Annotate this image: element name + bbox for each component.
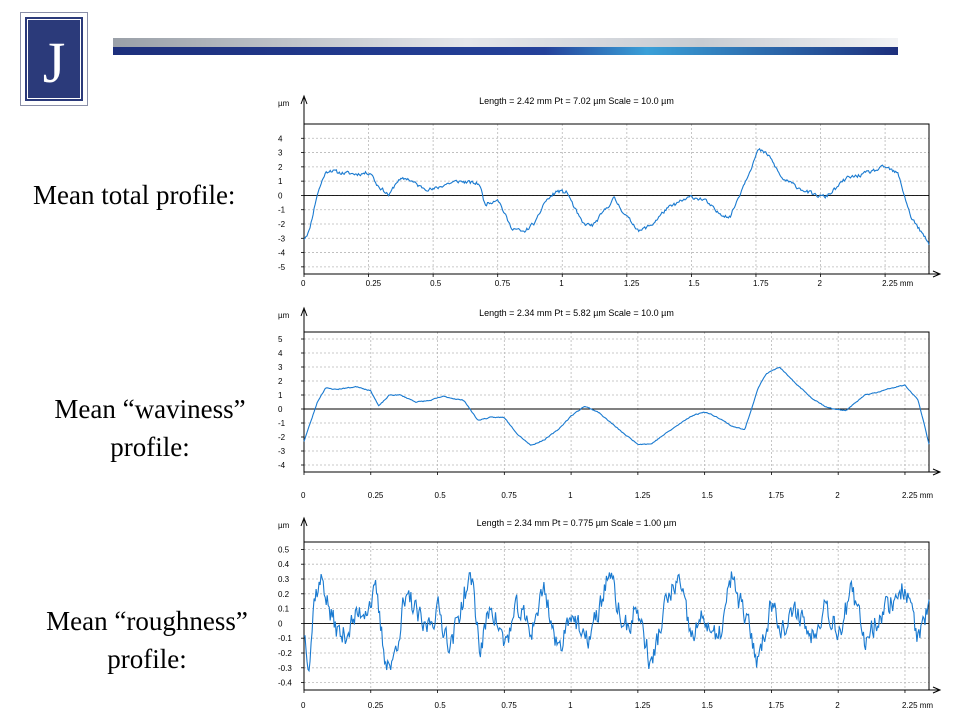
caption-waviness-line-1: Mean “waviness” [54, 394, 246, 424]
chart1-y-tick-label: 1 [278, 391, 283, 400]
chart2-profile-line [304, 572, 929, 671]
chart0-x-tick-label: 1.25 [623, 279, 640, 288]
chart2-x-tick-label: 0.5 [434, 701, 446, 710]
chart2-y-tick-label: -0.3 [278, 663, 292, 673]
chart0-y-tick-label: -1 [278, 205, 286, 215]
chart2-x-tick-label: 2.25 mm [901, 701, 934, 710]
chart0-y-tick-label: 2 [278, 162, 283, 172]
chart0-frame [304, 124, 929, 274]
chart0-y-tick-label: 3 [278, 148, 283, 158]
header-bar [113, 38, 898, 56]
chart0-y-tick-label: -2 [278, 220, 286, 229]
chart0-x-tick-label: 0 [301, 279, 306, 288]
chart1-x-tick-label: 1.75 [768, 491, 784, 500]
caption-roughness-line-2: profile: [107, 644, 187, 674]
chart1-x-tick-label: 1.5 [701, 491, 713, 500]
chart0-profile-line [304, 149, 929, 245]
chart2-y-tick-label: 0.5 [278, 545, 290, 555]
chart1-y-tick-label: 3 [278, 363, 283, 372]
chart2-x-tick-label: 1 [568, 701, 573, 710]
chart1-x-tick-label: 2.25 mm [901, 491, 934, 500]
chart0-x-tick-label: 2.25 mm [882, 279, 914, 288]
chart2-title: Length = 2.34 mm Pt = 0.775 µm Scale = 1.00 µm [476, 518, 677, 528]
chart0-x-tick-label: 1 [559, 279, 564, 288]
chart0-x-tick-label: 0.5 [430, 279, 442, 288]
chart2-x-tick-label: 0.25 [367, 701, 384, 710]
chart0-y-tick-label: 0 [278, 191, 283, 201]
total-profile-chart [262, 90, 960, 300]
chart0-y-tick-label: 1 [278, 177, 283, 187]
chart2-y-tick-label: -0.4 [278, 678, 292, 688]
chart2-x-tick-label: 0.75 [501, 701, 517, 710]
chart1-x-tick-label: 1.25 [634, 491, 651, 500]
chart0-x-tick-label: 0.25 [365, 279, 382, 288]
chart0-y-tick-label: -3 [278, 234, 286, 244]
chart1-y-tick-label: 5 [278, 335, 283, 344]
chart1-y-axis-label: µm [278, 311, 290, 320]
j-logo [20, 12, 88, 106]
chart0-y-axis-label: µm [278, 99, 290, 108]
chart1-y-tick-label: 2 [278, 377, 283, 386]
chart2-x-tick-label: 0 [301, 701, 306, 710]
caption-total-profile [33, 176, 273, 214]
chart1-x-tick-label: 2 [835, 491, 840, 500]
chart0-y-tick-label: -4 [278, 248, 286, 258]
roughness-profile-chart [262, 512, 960, 720]
chart2-y-tick-label: -0.2 [278, 649, 292, 658]
chart0-x-tick-label: 1.75 [752, 279, 769, 288]
caption-total-line: Mean total profile: [33, 180, 236, 210]
caption-roughness-line-1: Mean “roughness” [46, 606, 248, 636]
chart0-title: Length = 2.42 mm Pt = 7.02 µm Scale = 10.0 µm [479, 96, 674, 106]
chart1-x-tick-label: 0 [301, 491, 306, 500]
chart1-y-tick-label: 4 [278, 349, 283, 358]
chart0-x-tick-label: 0.75 [494, 279, 511, 288]
chart2-y-tick-label: 0.1 [278, 604, 290, 614]
chart0-x-tick-label: 2 [817, 279, 822, 288]
chart1-x-tick-label: 0.25 [367, 491, 384, 500]
caption-waviness-line-2: profile: [110, 432, 190, 462]
chart1-y-tick-label: -2 [278, 433, 286, 442]
chart2-y-tick-label: -0.1 [278, 634, 292, 644]
caption-waviness-profile [30, 390, 270, 466]
chart1-x-tick-label: 0.5 [434, 491, 446, 500]
chart1-y-tick-label: -1 [278, 419, 286, 428]
waviness-profile-chart [262, 302, 960, 512]
chart2-x-tick-label: 2 [835, 701, 840, 710]
chart1-y-tick-label: -3 [278, 447, 286, 456]
chart0-y-tick-label: 4 [278, 134, 283, 144]
chart1-y-tick-label: 0 [278, 405, 283, 414]
logo-letter: J [42, 30, 66, 95]
chart2-y-tick-label: 0 [278, 619, 283, 629]
chart2-y-axis-label: µm [278, 521, 290, 530]
caption-roughness-profile [22, 602, 272, 678]
chart2-y-tick-label: 0.3 [278, 575, 290, 584]
chart2-x-tick-label: 1.25 [634, 701, 651, 710]
chart2-x-tick-label: 1.75 [768, 701, 784, 710]
chart2-x-tick-label: 1.5 [701, 701, 713, 710]
chart0-x-tick-label: 1.5 [688, 279, 700, 288]
chart2-y-tick-label: 0.2 [278, 589, 290, 599]
chart0-y-tick-label: -5 [278, 262, 286, 272]
chart1-y-tick-label: -4 [278, 461, 286, 470]
chart1-profile-line [304, 367, 929, 445]
chart1-title: Length = 2.34 mm Pt = 5.82 µm Scale = 10.0 µm [479, 308, 674, 318]
chart1-x-tick-label: 1 [568, 491, 573, 500]
chart1-x-tick-label: 0.75 [501, 491, 517, 500]
chart2-y-tick-label: 0.4 [278, 560, 290, 570]
